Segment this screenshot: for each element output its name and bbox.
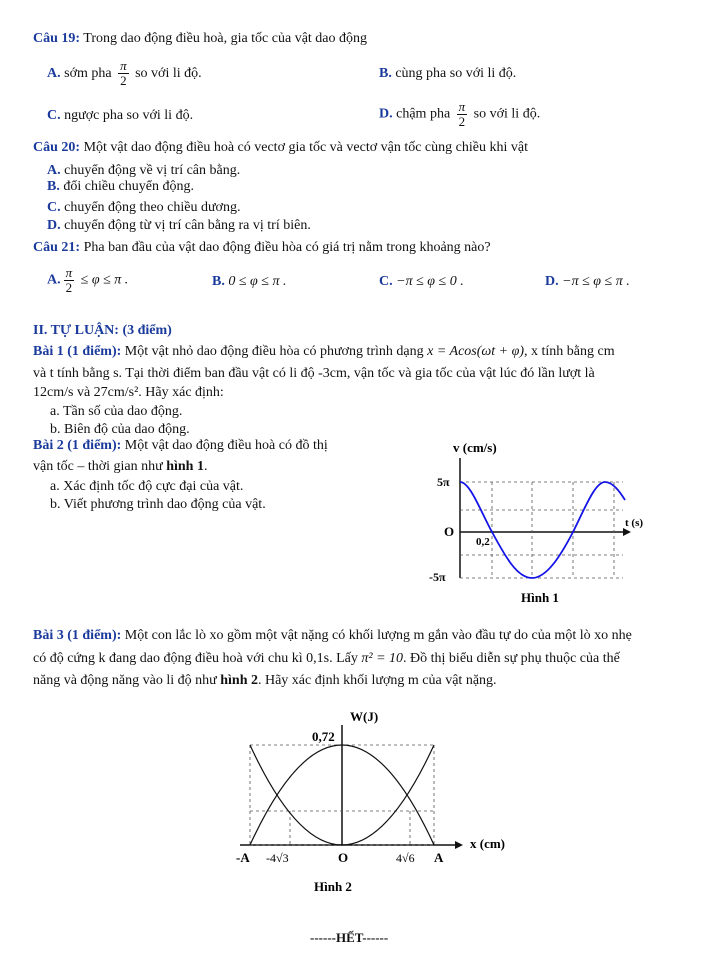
q21-a-fraction — [64, 266, 75, 295]
q20-option-c — [47, 200, 240, 216]
figure1-velocity-graph — [425, 438, 655, 613]
q19-b-text: cùng pha so với li độ. — [391, 66, 517, 81]
fig1-tick-0-2: 0,2 — [476, 536, 490, 548]
q21-label: Câu 21: — [33, 240, 81, 255]
q20-option-b — [47, 179, 194, 195]
bai2-text1: Một vật dao động điều hoà có đồ thị — [121, 438, 328, 453]
frac-num: π — [458, 99, 466, 114]
fig2-tick-origin: O — [338, 850, 349, 865]
q21-option-d — [545, 274, 630, 290]
q21-text: Pha ban đầu của vật dao động điều hòa có giá trị nằm trong khoảng nào? — [80, 240, 491, 255]
q20-a-label: A. — [47, 163, 61, 178]
q21-d-range: −π ≤ φ ≤ π . — [562, 274, 630, 289]
q21-option-c — [379, 274, 464, 290]
q20-d-text: chuyển động từ vị trí cân bằng ra vị trí biên. — [60, 218, 311, 233]
q19-option-c — [47, 108, 193, 124]
fig1-tick-minus-5pi: -5π — [429, 570, 446, 584]
q19-text: Trong dao động điều hoà, gia tốc của vật dao động — [80, 31, 368, 46]
fig1-x-axis-label: t (s) — [625, 517, 644, 529]
bai2-text2-end: . — [203, 459, 208, 474]
bai3-line2 — [33, 651, 620, 667]
bai2-item-b: b. Viết phương trình dao động của vật. — [50, 497, 266, 512]
frac-den: 2 — [65, 280, 73, 295]
bai1-item-a: a. Tần số của dao động. — [50, 404, 183, 419]
q20-d-label: D. — [47, 218, 61, 233]
q19-a-post: so với li độ. — [131, 66, 202, 81]
fig1-y-axis-label: v (cm/s) — [453, 440, 497, 455]
bai3-line3 — [33, 673, 497, 689]
q19-a-fraction — [118, 59, 129, 88]
frac-den: 2 — [458, 114, 466, 129]
bai3-text3a: năng và động năng vào li độ như — [33, 673, 221, 688]
bai3-text2a: có độ cứng k đang dao động điều hoà với chu kì 0,1s. Lấy — [33, 651, 362, 666]
q20-c-text: chuyển động theo chiều dương. — [60, 200, 241, 215]
bai3-text2c: . Đồ thị biểu diễn sự phụ thuộc của thế — [403, 651, 620, 666]
q21-b-range: 0 ≤ φ ≤ π . — [228, 274, 287, 289]
bai1-line1 — [33, 344, 615, 360]
bai2-item-a: a. Xác định tốc độ cực đại của vật. — [50, 479, 244, 494]
bai1-line3: 12cm/s và 27cm/s². Hãy xác định: — [33, 385, 224, 400]
q21-c-label: C. — [379, 274, 393, 289]
frac-num: π — [65, 265, 73, 280]
bai3-text1: Một con lắc lò xo gồm một vật nặng có khối lượng m gắn vào đầu tự do của một lò xo nhẹ — [121, 628, 632, 643]
q19-a-label: A. — [47, 66, 61, 81]
q19-d-fraction — [457, 100, 468, 129]
q20-option-a — [47, 163, 240, 179]
bai3-text3c: . Hãy xác định khối lượng m của vật nặng. — [257, 673, 497, 688]
end-marker: ------HẾT------ — [310, 930, 389, 945]
q20-b-label: B. — [47, 179, 60, 194]
bai2-figure-ref: hình 1 — [166, 459, 204, 474]
q20-text: Một vật dao động điều hoà có vectơ gia tốc và vectơ vận tốc cùng chiều khi vật — [80, 140, 528, 155]
fig1-tick-5pi: 5π — [437, 475, 450, 489]
q21-b-label: B. — [212, 274, 225, 289]
fig2-tick-minus-4sqrt3: -4√3 — [266, 851, 289, 865]
bai2-label: Bài 2 (1 điểm): — [33, 438, 122, 453]
q20-option-d — [47, 218, 311, 234]
bai1-label: Bài 1 (1 điểm): — [33, 344, 122, 359]
fig2-caption: Hình 2 — [314, 879, 352, 894]
bai3-line1 — [33, 628, 632, 644]
q19-b-label: B. — [379, 66, 392, 81]
bai3-label: Bài 3 (1 điểm): — [33, 628, 122, 643]
q20-c-label: C. — [47, 200, 61, 215]
q19-d-label: D. — [379, 106, 393, 122]
fig1-x-arrow — [623, 528, 631, 536]
fig2-x-arrow — [455, 841, 463, 849]
bai1-item-b: b. Biên độ của dao động. — [50, 422, 190, 437]
fig1-velocity-curve — [460, 482, 625, 578]
q20-stem — [33, 140, 528, 156]
fig1-caption: Hình 1 — [521, 590, 559, 605]
q20-b-text: đổi chiều chuyển động. — [59, 179, 194, 194]
bai2-line1 — [33, 438, 328, 454]
bai1-equation: x = Acos(ωt + φ) — [427, 344, 525, 359]
q19-c-text: ngược pha so với li độ. — [60, 108, 194, 123]
bai1-text1-end: , x tính bằng cm — [524, 344, 615, 359]
fig2-tick-minus-a: -A — [236, 850, 250, 865]
fig2-peak-label: 0,72 — [312, 729, 335, 744]
bai1-text1: Một vật nhỏ dao động điều hòa có phương trình dạng — [121, 344, 428, 359]
q21-c-range: −π ≤ φ ≤ 0 . — [396, 274, 464, 289]
fig1-tick-origin: O — [444, 524, 455, 539]
q21-stem — [33, 240, 491, 256]
frac-den: 2 — [120, 73, 127, 89]
q21-a-label: A. — [47, 272, 61, 288]
q21-d-label: D. — [545, 274, 559, 289]
q19-option-d — [379, 100, 540, 129]
figure2-energy-graph — [220, 705, 530, 895]
fig1-grid — [460, 482, 623, 578]
part2-title: II. TỰ LUẬN: (3 điểm) — [33, 323, 172, 338]
q19-d-post: so với li độ. — [470, 106, 541, 122]
bai3-pi-squared: π² = 10 — [361, 651, 404, 666]
q19-option-b — [379, 66, 516, 82]
q21-option-a — [47, 266, 128, 295]
q21-a-range: ≤ φ ≤ π . — [77, 272, 129, 288]
fig2-tick-a: A — [434, 850, 444, 865]
q19-c-label: C. — [47, 108, 61, 123]
fig2-tick-4sqrt6: 4√6 — [396, 851, 415, 865]
fig2-y-axis-label: W(J) — [350, 709, 379, 724]
q19-label: Câu 19: — [33, 31, 81, 46]
q20-label: Câu 20: — [33, 140, 81, 155]
bai2-line2 — [33, 459, 207, 475]
bai1-line2: và t tính bằng s. Tại thời điểm ban đầu vật có li độ -3cm, vận tốc và gia tốc của vật lúc đó lần lượt là — [33, 366, 595, 381]
q20-a-text: chuyển động về vị trí cân bằng. — [60, 163, 241, 178]
frac-num: π — [120, 58, 127, 74]
fig2-x-axis-label: x (cm) — [470, 836, 506, 851]
bai3-figure-ref: hình 2 — [220, 673, 258, 688]
q19-stem — [33, 31, 367, 47]
q19-d-pre: chậm pha — [392, 106, 454, 122]
q21-option-b — [212, 274, 286, 290]
q19-a-pre: sớm pha — [60, 66, 116, 81]
bai2-text2: vận tốc – thời gian như — [33, 459, 167, 474]
q19-option-a — [47, 58, 202, 90]
